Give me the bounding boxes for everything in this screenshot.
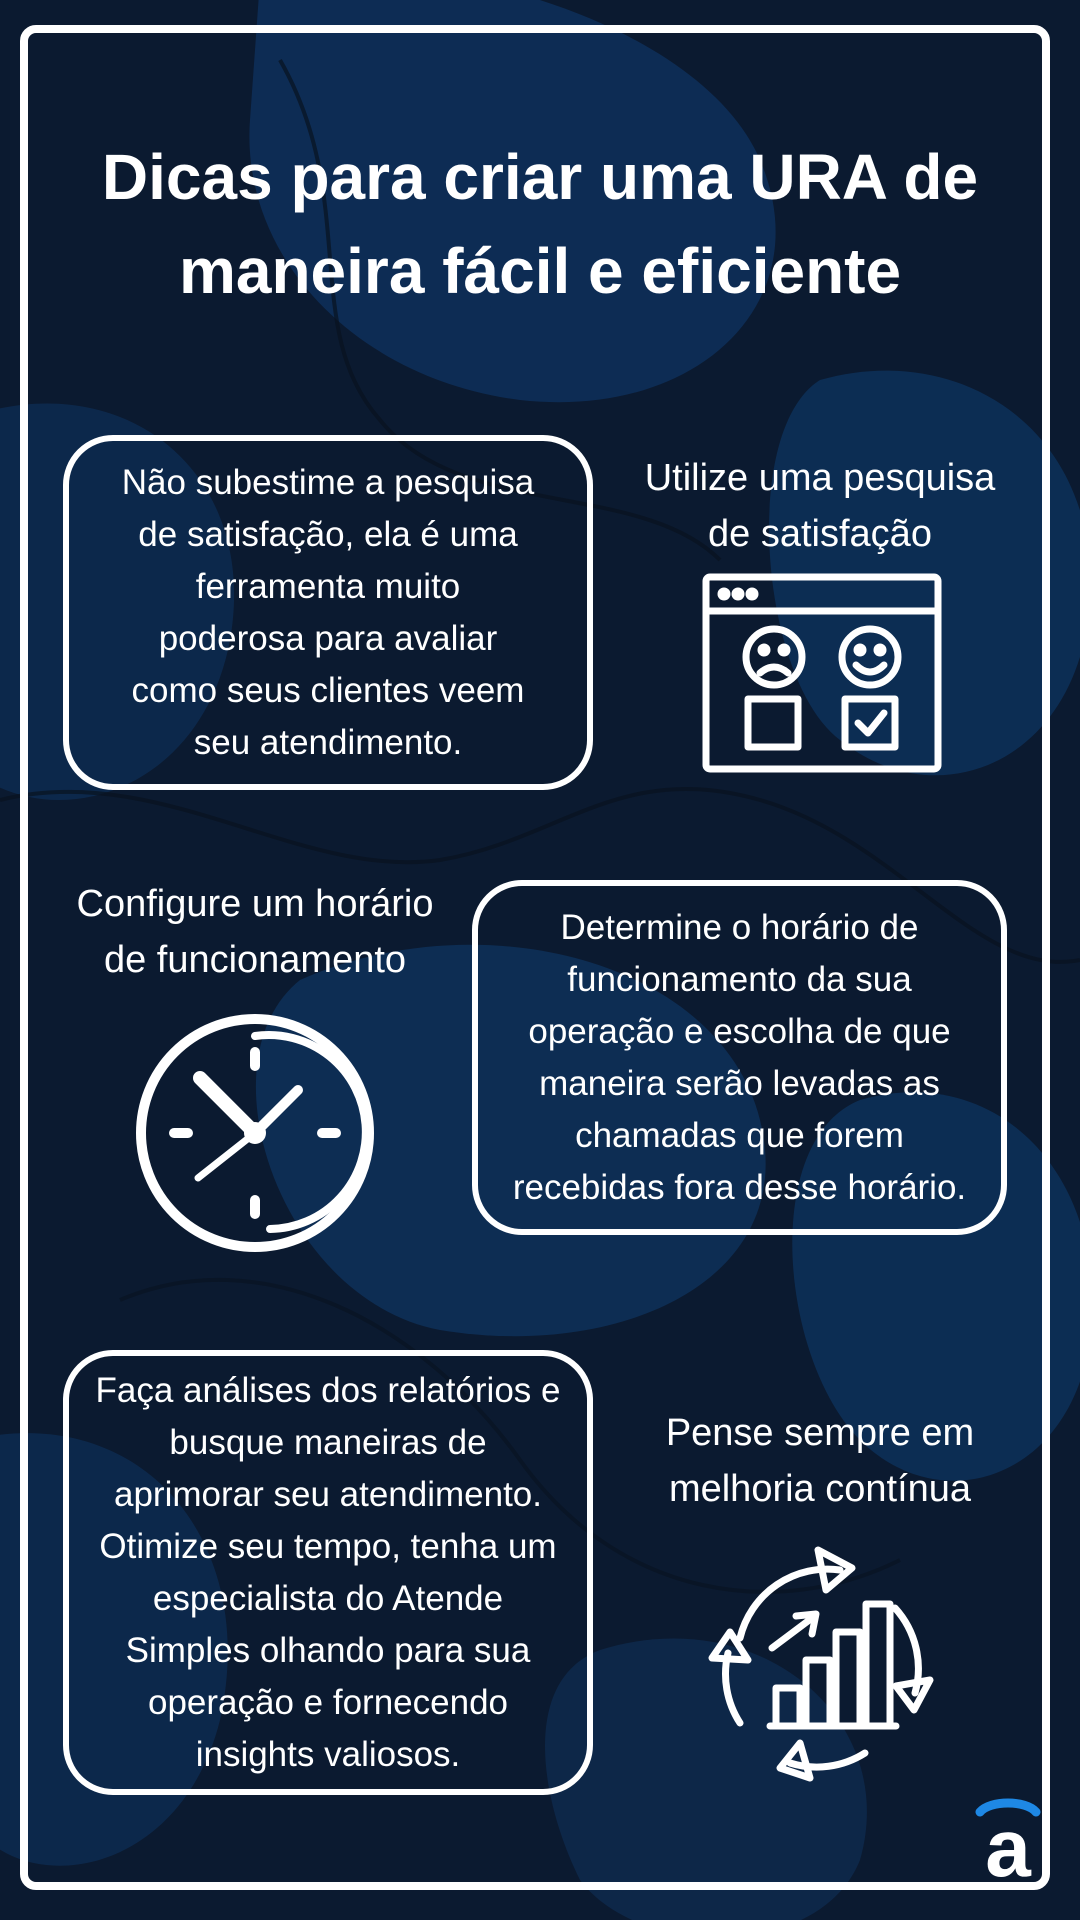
tip-description-box-improvement [63,1350,593,1795]
tip-description-hours: Determine o horário de funcionamento da sua operação e escolha de que maneira serão levadas as chamadas que forem recebidas fora desse horário. [512,907,967,1207]
tip-heading-improvement: Pense sempre em melhoria contínua [665,1412,975,1510]
tip-description-improvement: Faça análises dos relatórios e busque maneiras de aprimorar seu atendimento. Otimize seu tempo, tenha um especialista do Atende Simples olhando para sua operação e fornecendo insights valiosos. [95,1370,561,1774]
tip-heading-hours: Configure um horário de funcionamento [76,883,434,981]
logo-letter: a [985,1803,1031,1880]
clock-icon [130,1008,380,1258]
satisfaction-survey-icon [702,573,942,773]
atende-simples-logo [968,1798,1048,1880]
tip-description-box-hours [472,880,1007,1235]
continuous-improvement-icon [700,1538,945,1783]
tip-description-survey: Não subestime a pesquisa de satisfação, ela é uma ferramenta muito poderosa para avaliar como seus clientes veem seu atendimento. [121,462,535,762]
page-title: Dicas para criar uma URA de maneira fácil e eficiente [101,141,979,307]
tip-description-box-survey [63,435,593,790]
tip-heading-survey: Utilize uma pesquisa de satisfação [644,457,996,555]
